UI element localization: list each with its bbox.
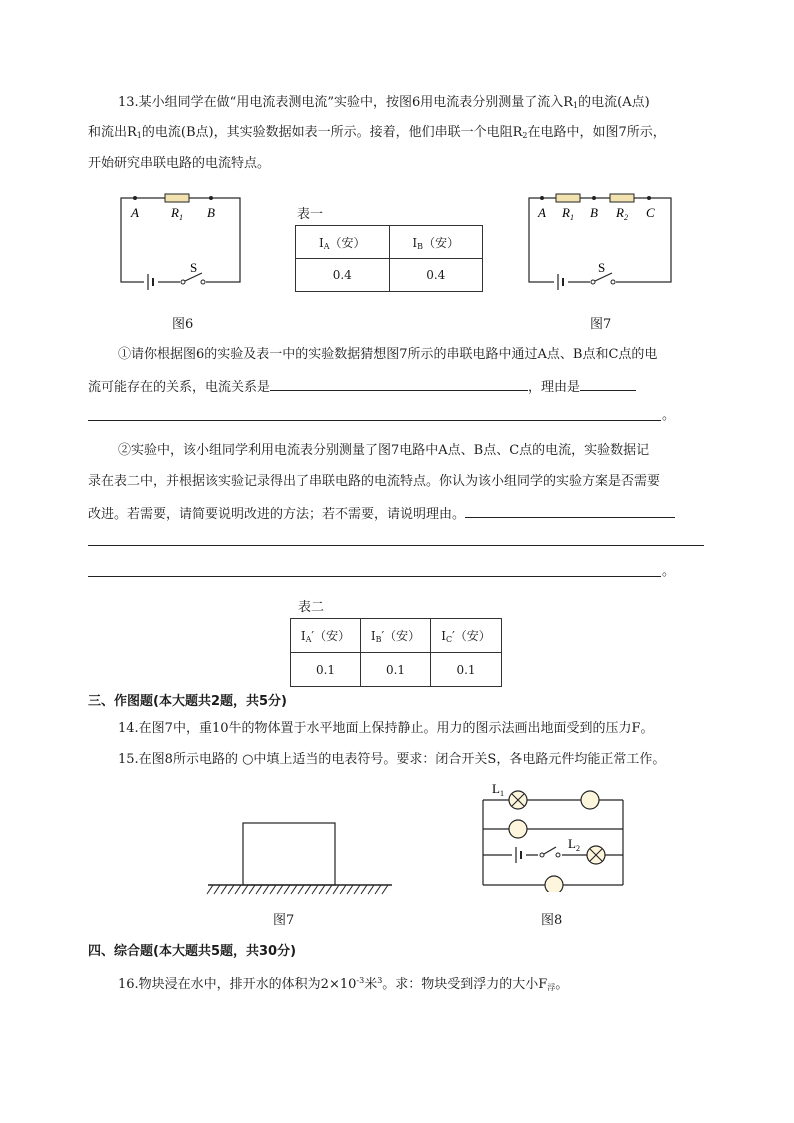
hatch-line [291,885,297,894]
point-a-dot [540,196,544,200]
hatch-line [242,885,248,894]
hatch-line [256,885,262,894]
label-r1: $R_1$ [171,205,183,222]
hatch-line [326,885,332,894]
meter-slot-3[interactable] [545,876,563,892]
section-4-heading: 四、综合题(本大题共5题，共30分) [88,944,297,959]
label-l2: $L_2$ [568,836,580,853]
hatch-line [375,885,381,894]
q13-part1-end: 。 [662,408,676,423]
label-a: A [538,205,546,220]
table-2-cell-ia: 0.1 [291,653,361,687]
label-s: S [190,260,198,275]
q13-line-2: 和流出$R_1$的电流(B点)，其实验数据如表一所示。接着，他们串联一个电阻$R_2$在电路中，如图7所示， [88,125,666,140]
q13-part1-line-2: 流可能存在的关系，电流关系是 ，理由是 [88,376,636,397]
table-1-header-ia: $I_A$（安） [296,226,390,259]
hatch-line [214,885,220,894]
figure-6-circuit [110,188,250,294]
table-1-title: 表一 [297,207,324,222]
meter-slot-2[interactable] [509,820,527,838]
label-r1: $R_1$ [562,205,574,222]
label-b: B [590,205,598,220]
point-b-dot [592,196,596,200]
hatch-line [221,885,227,894]
q14-text: 14.在图7中，重10牛的物体置于水平地面上保持静止。用力的图示法画出地面受到的压力F。 [118,721,654,736]
resistor-r2-symbol [610,194,634,202]
hatch-line [270,885,276,894]
table-2-cell-ib: 0.1 [361,653,431,687]
hatch-line [347,885,353,894]
label-r2: $R_2$ [616,205,628,222]
table-1-cell-ib: 0.4 [389,259,483,292]
hatch-line [312,885,318,894]
point-b-dot [209,196,213,200]
figure-6-caption: 图6 [172,317,194,332]
point-c-dot [647,196,651,200]
answer-line-improvement-3[interactable] [88,576,661,577]
resistor-r1-symbol [165,194,189,202]
figure-7-circuit [520,188,680,294]
table-1-header-ib: $I_B$（安） [389,226,483,259]
table-2 [290,618,502,687]
hatch-line [319,885,325,894]
hatch-line [361,885,367,894]
hatch-line [235,885,241,894]
q16-text: 16.物块浸在水中，排开水的体积为$2\times 10^{-3}$米$^3$。求：物块受到浮力的大小$F_浮$。 [118,976,569,992]
switch-contact [540,853,544,857]
label-c: C [646,205,655,220]
block-object [243,823,335,885]
q15-text: 15.在图8所示电路的 ○中填上适当的电表符号。要求：闭合开关S，各电路元件均能正常工作。 [118,752,666,767]
figure-7b-caption: 图7 [273,913,295,928]
hatch-line [333,885,339,894]
q13-part2-line-1: ②实验中，该小组同学利用电流表分别测量了图7电路中A点、B点、C点的电流，实验数据记 [118,443,650,458]
hatch-line [340,885,346,894]
q13-part2-end: 。 [662,564,676,579]
q13-line-3: 开始研究串联电路的电流特点。 [88,156,271,171]
ground-hatching [207,885,388,894]
hatch-line [249,885,255,894]
switch-contact [181,280,185,284]
meter-slot-1[interactable] [581,791,599,809]
table-2-title: 表二 [298,600,325,615]
label-a: A [131,205,139,220]
answer-blank-improvement[interactable] [465,503,675,518]
q13-part2-line-2: 录在表二中，并根据该实验记录得出了串联电路的电流特点。你认为该小组同学的实验方案是否需要 [88,474,661,489]
table-2-cell-ic: 0.1 [431,653,502,687]
answer-blank-reason[interactable] [580,376,636,391]
switch-contact [591,280,595,284]
hatch-line [305,885,311,894]
q13-line-1: 13.某小组同学在做“用电流表测电流”实验中，按图6用电流表分别测量了流入$R_1$的电流(A点) [118,95,650,110]
figure-7-caption: 图7 [590,317,612,332]
table-2-header-ic: $I_C'$（安） [431,619,502,653]
hatch-line [263,885,269,894]
hatch-line [284,885,290,894]
resistor-r1-symbol [556,194,580,202]
table-1-cell-ia: 0.4 [296,259,390,292]
switch-contact [611,280,615,284]
hatch-line [354,885,360,894]
hatch-line [298,885,304,894]
hatch-line [368,885,374,894]
table-1 [295,225,483,292]
table-2-header-ia: $I_A'$（安） [291,619,361,653]
label-b: B [207,205,215,220]
answer-blank-relation[interactable] [270,376,528,391]
figure-8-circuit[interactable] [476,774,636,892]
answer-line-reason[interactable] [88,420,661,421]
switch-contact [201,280,205,284]
hatch-line [207,885,213,894]
figure-7-block-on-ground[interactable] [205,818,395,900]
hatch-line [228,885,234,894]
switch-contact [556,853,560,857]
hatch-line [277,885,283,894]
figure-8-caption: 图8 [541,913,563,928]
q13-part1-line-1: ①请你根据图6的实验及表一中的实验数据猜想图7所示的串联电路中通过A点、B点和C点的电 [118,347,658,362]
hatch-line [382,885,388,894]
section-3-heading: 三、作图题(本大题共2题，共5分) [88,694,287,709]
label-s: S [598,260,606,275]
table-2-header-ib: $I_B'$（安） [361,619,431,653]
q13-part2-line-3: 改进。若需要，请简要说明改进的方法；若不需要，请说明理由。 [88,503,675,524]
answer-line-improvement-2[interactable] [88,545,704,546]
label-l1: $L_1$ [492,781,504,798]
point-a-dot [133,196,137,200]
